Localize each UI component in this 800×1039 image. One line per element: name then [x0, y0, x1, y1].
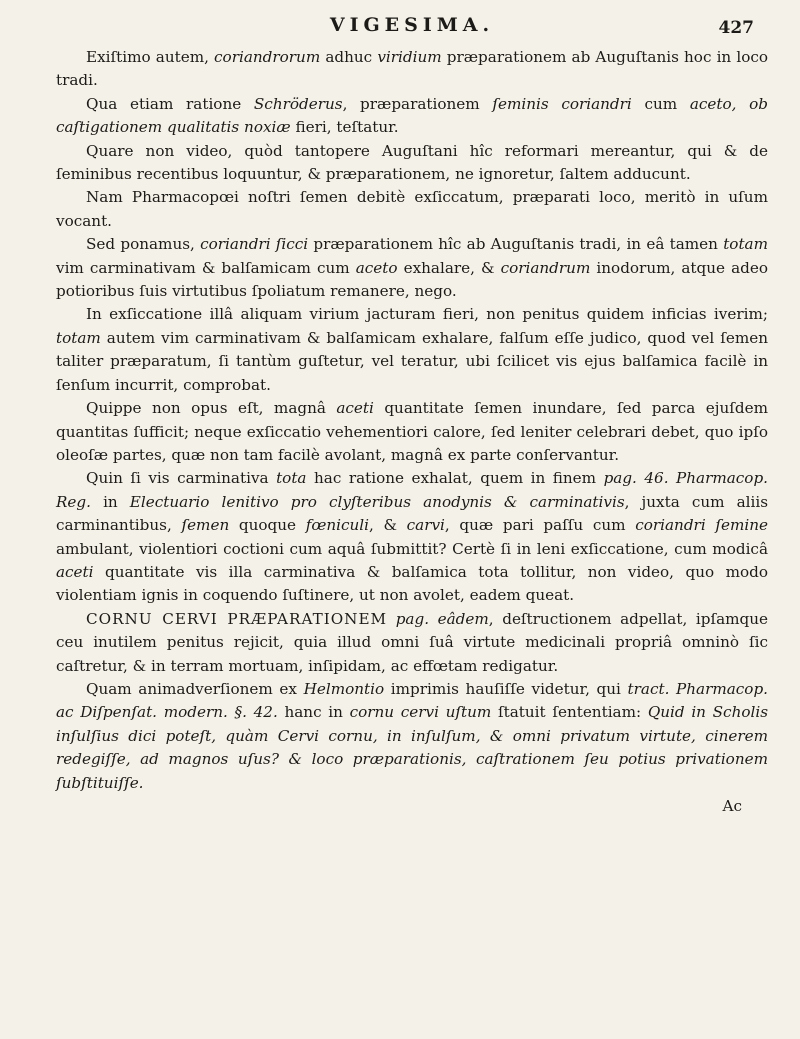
catchword: Ac	[722, 797, 742, 815]
text-run: præparationem hîc ab Auguſtanis tradi, in eâ tamen	[308, 235, 724, 254]
paragraph	[56, 186, 768, 233]
running-head: VIGESIMA.	[329, 14, 495, 36]
italic-run: ſeminis coriandri	[492, 94, 632, 113]
text-run: quantitate ſemen inundare, ſed parca ejuſdem quantitas ſufficit; neque exſiccatio vehementiori calore, ſed leniter celebrari debet, quo ipſo oleoſæ partes, quæ non tam facilè avolant, magnâ ex parte conſervantur.	[56, 399, 768, 464]
italic-run: pag. 46. Pharmacop. Reg.	[56, 469, 769, 511]
italic-run: cornu cervi uſtum	[349, 703, 492, 722]
paragraph	[56, 397, 768, 467]
italic-run: tract. Pharmacop. ac Diſpenſat. modern. §. 42.	[56, 679, 768, 722]
italic-run: viridium	[377, 48, 442, 66]
text-run: imprimis hauſiſſe videtur, qui	[384, 679, 628, 698]
text-run: Quippe non opus eſt, magnâ	[86, 399, 337, 418]
page-header	[56, 10, 768, 46]
text-run: adhuc	[320, 48, 378, 66]
text-run: cum	[631, 94, 690, 113]
text-run: , quæ pari paſſu cum	[444, 516, 636, 535]
italic-run: Quid in Scholis inſulſius dici poteſt, quàm Cervi cornu, in inſulſum, & omni privatum virtute, cinerem redegiſſe, ad magnos uſus? & loco præparationis, caſtrationem ſeu potius privationem ſubſtituiſſe.	[56, 703, 768, 792]
text-run: in	[90, 492, 130, 511]
text-run: CORNU CERVI PRÆPARATIONEM	[86, 609, 388, 628]
text-run: , juxta cum aliis carminantibus,	[56, 492, 769, 535]
italic-run: aceti	[56, 562, 94, 581]
italic-run: Electuario lenitivo pro clyſteribus anodynis & carminativis	[129, 492, 625, 511]
italic-run: coriandri ſemine	[635, 516, 768, 535]
paragraph	[56, 233, 768, 303]
text-run: præparationem ab Auguſtanis hoc in loco tradi.	[56, 48, 768, 90]
italic-run: aceto	[355, 258, 398, 277]
text-run	[387, 610, 396, 628]
italic-run: fœniculi	[305, 516, 369, 535]
text-run: inodorum, atque adeo potioribus ſuis virtutibus ſpoliatum remanere, nego.	[56, 258, 768, 301]
italic-run: tota	[276, 469, 307, 488]
paragraph	[56, 678, 768, 795]
text-run: ambulant, violentiori coctioni cum aquâ ſubmittit? Certè ſi in leni exſiccatione, cum modicâ	[56, 539, 768, 558]
text-run: ſtatuit ſententiam:	[491, 703, 648, 722]
italic-run: coriandri ſicci	[200, 235, 309, 254]
text-run: exhalare, &	[397, 258, 501, 277]
italic-run: coriandrorum	[214, 48, 321, 66]
text-run: Exiſtimo autem,	[86, 48, 215, 66]
text-run: Quare non video, quòd tantopere Auguſtani hîc reformari mereantur, qui & de ſeminibus recentibus loquuntur, & præparationem, ne ignoretur, ſaltem adducunt.	[56, 141, 768, 184]
text-run: quoque	[229, 516, 306, 535]
text-run: hac ratione exhalat, quem in finem	[306, 469, 604, 488]
italic-run: Helmontio	[303, 679, 385, 698]
italic-run: carvi	[406, 516, 445, 535]
italic-run: totam	[723, 235, 769, 254]
text-run: , &	[368, 516, 407, 535]
text-run: Nam Pharmacopœi noſtri ſemen debitè exſiccatum, præparati loco, meritò in uſum vocant.	[56, 188, 768, 230]
paragraph	[56, 93, 768, 140]
italic-run: coriandrum	[500, 258, 591, 277]
paragraph	[56, 608, 768, 678]
italic-run: totam	[56, 328, 101, 347]
text-run: Quam animadverſionem ex	[86, 679, 304, 698]
text-run: quantitate vis illa carminativa & balſamica tota tollitur, non video, quo modo violentiam ignis in coquendo ſuſtinere, ut non avolet, eadem queat.	[56, 562, 768, 605]
text-run: Quin ſi vis carminativa	[86, 469, 277, 488]
text-run: In exſiccatione illâ aliquam virium jacturam fieri, non penitus quidem inficias iverim;	[86, 305, 768, 324]
text-run: , præparationem	[342, 94, 493, 113]
italic-run: ſemen	[181, 516, 230, 535]
page-number: 427	[718, 18, 754, 38]
italic-run: pag. eâdem	[395, 609, 489, 628]
text-run: autem vim carminativam & balſamicam exhalare, falſum eſſe judico, quod vel ſemen taliter præparatum, ſi tantùm guſtetur, vel teratur, ubi ſcilicet vis ejus balſamica facilè in ſenſum incurrit, comprobat.	[56, 328, 768, 394]
body-text	[56, 46, 768, 795]
paragraph	[56, 467, 768, 607]
italic-run: aceti	[336, 399, 374, 418]
paragraph	[56, 140, 768, 187]
paragraph	[56, 303, 768, 397]
italic-run: aceto, ob caſtigationem qualitatis noxiæ	[56, 94, 768, 137]
text-run: hanc in	[277, 703, 350, 722]
text-run: Qua etiam ratione	[86, 94, 254, 113]
text-run: , deſtructionem adpellat, ipſamque ceu inutilem penitus rejicit, quia illud omni ſuâ virtute medicinali propriâ omninò ſic caſtretur, & in terram mortuam, inſipidam, ac effœtam redigatur.	[56, 609, 769, 675]
text-run: Sed ponamus,	[86, 235, 201, 254]
italic-run: Schröderus	[253, 94, 343, 113]
text-run: vim carminativam & balſamicam cum	[56, 258, 356, 277]
paragraph	[56, 46, 768, 93]
text-run: fieri, teſtatur.	[290, 118, 399, 137]
